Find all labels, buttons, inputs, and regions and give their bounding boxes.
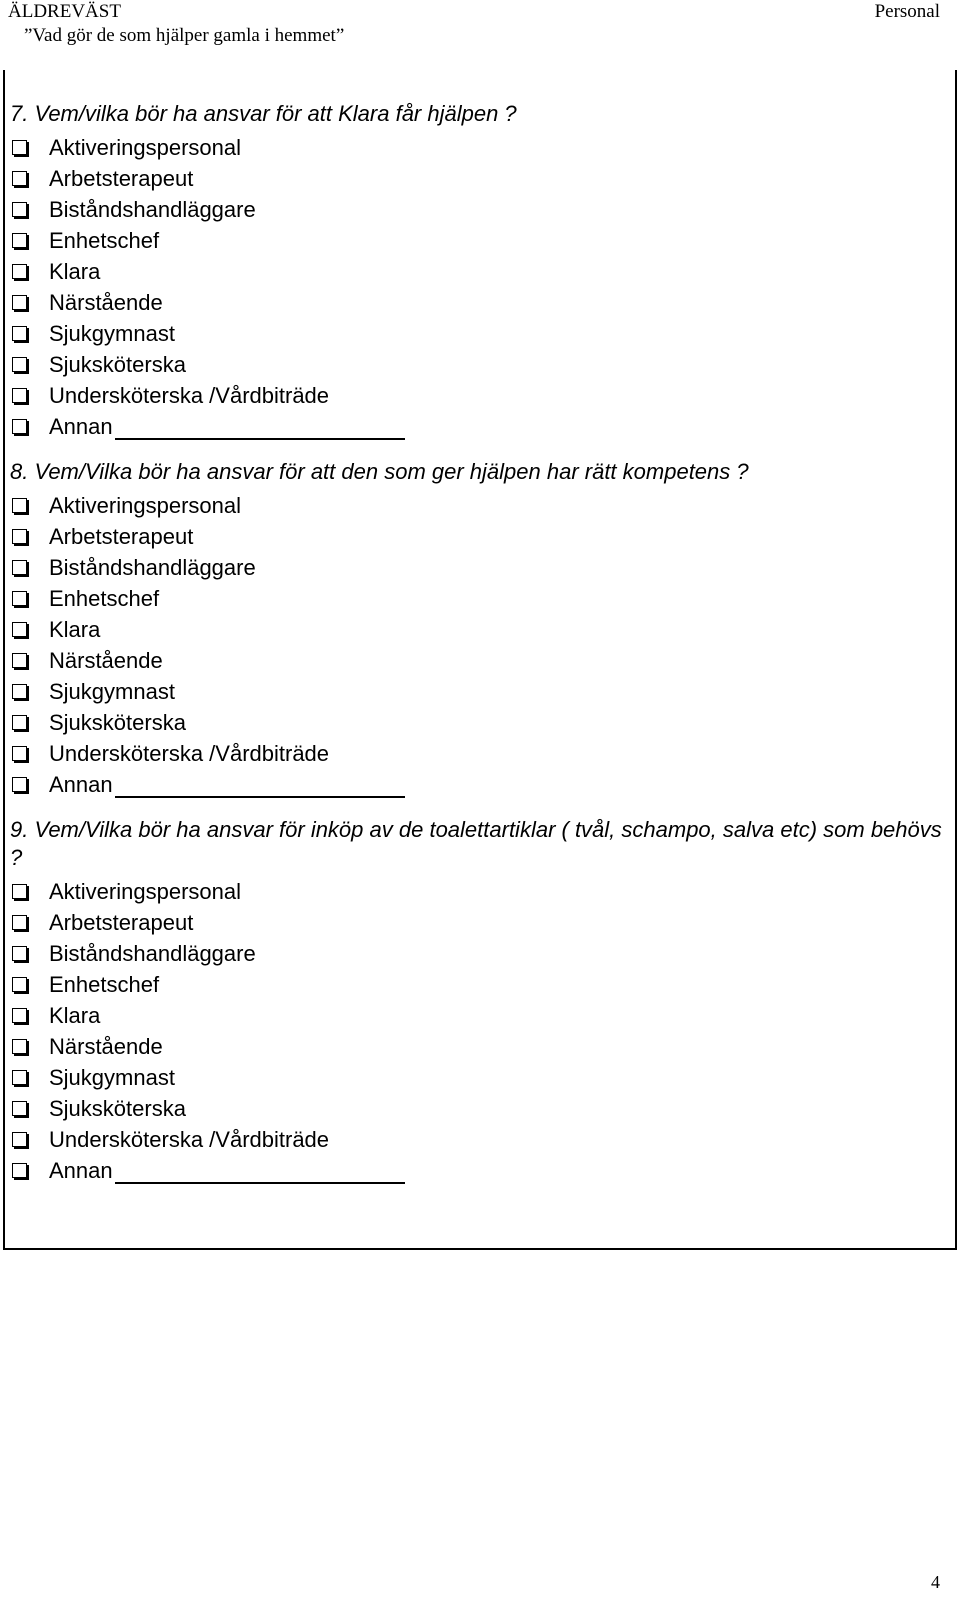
checkbox-icon[interactable]	[12, 1163, 27, 1178]
checkbox-icon[interactable]	[12, 746, 27, 761]
option-label: Undersköterska /Vårdbiträde	[49, 383, 330, 408]
option-label: Enhetschef	[49, 972, 160, 997]
fill-in-line[interactable]	[115, 772, 405, 798]
option-label: Undersköterska /Vårdbiträde	[49, 1127, 330, 1152]
checkbox-icon[interactable]	[12, 140, 27, 155]
option-label: Arbetsterapeut	[49, 910, 194, 935]
checkbox-icon[interactable]	[12, 357, 27, 372]
option-item[interactable]	[10, 707, 945, 738]
option-label: Arbetsterapeut	[49, 166, 194, 191]
checkbox-icon[interactable]	[12, 388, 27, 403]
question-block-8	[10, 458, 945, 800]
option-item[interactable]	[10, 969, 945, 1000]
fill-in-line[interactable]	[115, 414, 405, 440]
option-item[interactable]	[10, 583, 945, 614]
question-block-7	[10, 100, 945, 442]
option-item[interactable]	[10, 645, 945, 676]
checkbox-icon[interactable]	[12, 295, 27, 310]
option-item[interactable]	[10, 907, 945, 938]
option-label: Annan	[49, 1158, 113, 1183]
option-item[interactable]	[10, 349, 945, 380]
option-item[interactable]	[10, 1000, 945, 1031]
document-header	[8, 0, 344, 48]
checkbox-icon[interactable]	[12, 202, 27, 217]
option-label: Biståndshandläggare	[49, 555, 256, 580]
checkbox-icon[interactable]	[12, 1070, 27, 1085]
option-label: Klara	[49, 259, 101, 284]
checkbox-icon[interactable]	[12, 326, 27, 341]
option-label: Sjuksköterska	[49, 710, 186, 735]
checkbox-icon[interactable]	[12, 884, 27, 899]
option-item[interactable]	[10, 769, 945, 800]
option-label: Sjukgymnast	[49, 679, 175, 704]
option-item[interactable]	[10, 256, 945, 287]
option-label: Undersköterska /Vårdbiträde	[49, 741, 330, 766]
option-label: Klara	[49, 1003, 101, 1028]
option-item[interactable]	[10, 318, 945, 349]
option-label: Närstående	[49, 1034, 163, 1059]
option-label: Biståndshandläggare	[49, 941, 256, 966]
option-label: Närstående	[49, 290, 163, 315]
checkbox-icon[interactable]	[12, 529, 27, 544]
checkbox-icon[interactable]	[12, 171, 27, 186]
option-label: Klara	[49, 617, 101, 642]
checkbox-icon[interactable]	[12, 946, 27, 961]
option-item[interactable]	[10, 738, 945, 769]
checkbox-icon[interactable]	[12, 591, 27, 606]
option-item[interactable]	[10, 1124, 945, 1155]
option-label: Enhetschef	[49, 586, 160, 611]
checkbox-icon[interactable]	[12, 1008, 27, 1023]
checkbox-icon[interactable]	[12, 653, 27, 668]
question-text: 8. Vem/Vilka bör ha ansvar för att den som ger hjälpen har rätt kompetens ?	[10, 459, 749, 484]
option-item[interactable]	[10, 876, 945, 907]
option-item[interactable]	[10, 938, 945, 969]
checkbox-icon[interactable]	[12, 715, 27, 730]
option-label: Arbetsterapeut	[49, 524, 194, 549]
option-item[interactable]	[10, 411, 945, 442]
option-label: Aktiveringspersonal	[49, 493, 241, 518]
checkbox-icon[interactable]	[12, 498, 27, 513]
checkbox-icon[interactable]	[12, 915, 27, 930]
option-item[interactable]	[10, 1062, 945, 1093]
checkbox-icon[interactable]	[12, 264, 27, 279]
option-item[interactable]	[10, 490, 945, 521]
option-item[interactable]	[10, 225, 945, 256]
checkbox-icon[interactable]	[12, 684, 27, 699]
option-label: Annan	[49, 414, 113, 439]
option-item[interactable]	[10, 194, 945, 225]
option-item[interactable]	[10, 132, 945, 163]
option-label: Annan	[49, 772, 113, 797]
option-item[interactable]	[10, 521, 945, 552]
question-text: 9. Vem/Vilka bör ha ansvar för inköp av de toalettartiklar ( tvål, schampo, salva etc) som behövs ?	[10, 817, 942, 870]
header-right-label: Personal	[874, 1, 940, 22]
option-item[interactable]	[10, 1155, 945, 1186]
option-item[interactable]	[10, 1093, 945, 1124]
checkbox-icon[interactable]	[12, 777, 27, 792]
checkbox-icon[interactable]	[12, 622, 27, 637]
option-label: Sjuksköterska	[49, 1096, 186, 1121]
option-item[interactable]	[10, 1031, 945, 1062]
option-item[interactable]	[10, 163, 945, 194]
checkbox-icon[interactable]	[12, 419, 27, 434]
checkbox-icon[interactable]	[12, 1132, 27, 1147]
question-block-9	[10, 816, 945, 1186]
option-item[interactable]	[10, 380, 945, 411]
option-label: Enhetschef	[49, 228, 160, 253]
checkbox-icon[interactable]	[12, 233, 27, 248]
option-item[interactable]	[10, 676, 945, 707]
questionnaire	[10, 100, 945, 1202]
option-label: Närstående	[49, 648, 163, 673]
header-subtitle: ”Vad gör de som hjälper gamla i hemmet”	[24, 25, 345, 46]
checkbox-icon[interactable]	[12, 977, 27, 992]
option-label: Sjukgymnast	[49, 321, 175, 346]
option-item[interactable]	[10, 287, 945, 318]
option-item[interactable]	[10, 552, 945, 583]
page-number: 4	[931, 1572, 940, 1592]
checkbox-icon[interactable]	[12, 1101, 27, 1116]
header-title: ÄLDREVÄST	[8, 1, 121, 22]
option-label: Aktiveringspersonal	[49, 879, 241, 904]
option-label: Aktiveringspersonal	[49, 135, 241, 160]
option-label: Biståndshandläggare	[49, 197, 256, 222]
checkbox-icon[interactable]	[12, 1039, 27, 1054]
option-label: Sjukgymnast	[49, 1065, 175, 1090]
fill-in-line[interactable]	[115, 1158, 405, 1184]
question-text: 7. Vem/vilka bör ha ansvar för att Klara får hjälpen ?	[10, 101, 517, 126]
option-label: Sjuksköterska	[49, 352, 186, 377]
checkbox-icon[interactable]	[12, 560, 27, 575]
option-item[interactable]	[10, 614, 945, 645]
